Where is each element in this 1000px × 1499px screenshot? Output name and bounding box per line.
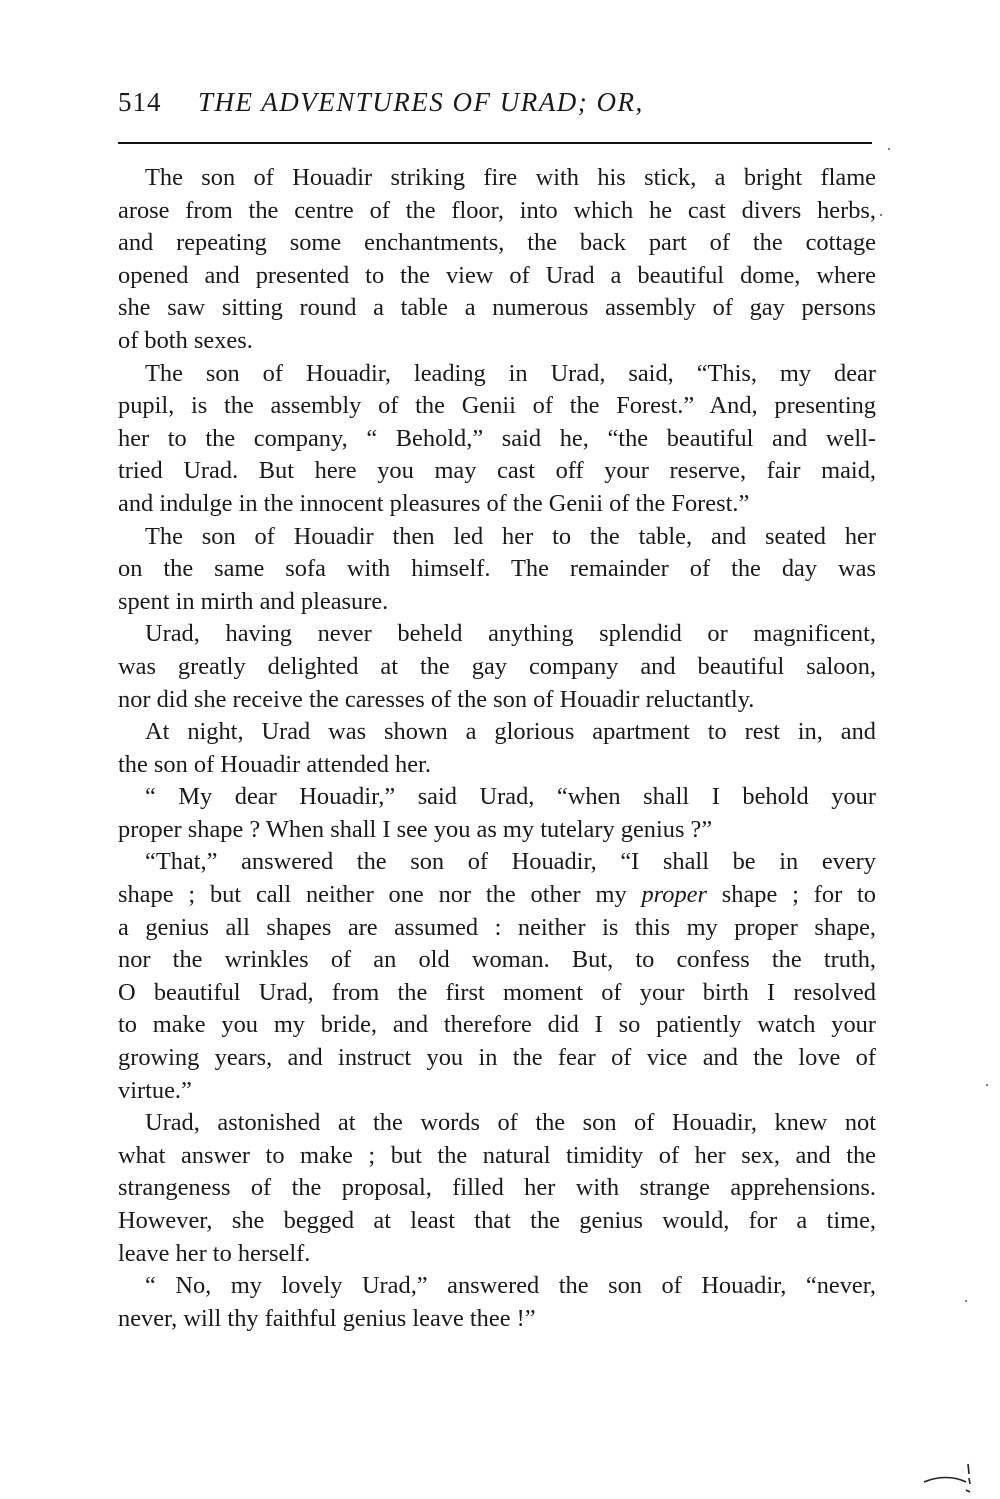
text-line: At night, Urad was shown a glorious apartment to rest in, and: [145, 718, 876, 746]
text-line: The son of Houadir then led her to the table, and seated her: [145, 522, 876, 550]
running-title: THE ADVENTURES OF URAD; OR,: [198, 87, 644, 117]
text-line: nor did she receive the caresses of the son of Houadir reluctantly.: [118, 685, 755, 713]
text-line: The son of Houadir, leading in Urad, said, “This, my dear: [145, 359, 876, 387]
text-line: nor the wrinkles of an old woman. But, to confess the truth,: [118, 946, 876, 974]
header-rule: [118, 142, 872, 144]
scan-speck: [888, 148, 890, 150]
running-head: [118, 82, 874, 122]
paragraph-8: [118, 1107, 876, 1270]
text-line: virtue.”: [118, 1076, 192, 1104]
text-line: arose from the centre of the floor, into which he cast divers herbs,: [118, 196, 876, 224]
text-line: tried Urad. But here you may cast off your reserve, fair maid,: [118, 457, 876, 485]
scan-speck: [965, 1300, 967, 1302]
emphasis-text: proper: [641, 881, 707, 909]
text-line: strangeness of the proposal, filled her with strange apprehensions.: [118, 1174, 876, 1202]
paragraph-4: [118, 618, 876, 716]
text-line: Urad, having never beheld anything splendid or magnificent,: [145, 620, 876, 648]
text-line: on the same sofa with himself. The remainder of the day was: [118, 555, 876, 583]
text-line: O beautiful Urad, from the first moment of your birth I resolved: [118, 978, 876, 1006]
text-line: spent in mirth and pleasure.: [118, 587, 389, 615]
text-line: and repeating some enchantments, the back part of the cottage: [118, 229, 876, 257]
paragraph-1: [118, 162, 876, 358]
text-line: never, will thy faithful genius leave thee !”: [118, 1304, 536, 1332]
text-line: leave her to herself.: [118, 1239, 311, 1267]
scan-speck: [880, 214, 882, 216]
text-line: “ My dear Houadir,” said Urad, “when shall I behold your: [145, 783, 876, 811]
text-line: and indulge in the innocent pleasures of the Genii of the Forest.”: [118, 489, 750, 517]
paragraph-9: [118, 1270, 876, 1335]
text-line: to make you my bride, and therefore did I so patiently watch your: [118, 1011, 876, 1039]
text-line: a genius all shapes are assumed : neither is this my proper shape,: [118, 913, 876, 941]
text-line: [118, 879, 876, 912]
body-text: [118, 162, 876, 1335]
text-line: proper shape ? When shall I see you as my tutelary genius ?”: [118, 815, 713, 843]
text-segment: shape ; but call neither one nor the other my: [118, 881, 642, 909]
text-line: “That,” answered the son of Houadir, “I shall be in every: [145, 848, 876, 876]
text-line: what answer to make ; but the natural timidity of her sex, and the: [118, 1141, 876, 1169]
text-line: “ No, my lovely Urad,” answered the son of Houadir, “never,: [145, 1272, 876, 1300]
paragraph-6: [118, 781, 876, 846]
text-line: of both sexes.: [118, 326, 253, 354]
text-line: her to the company, “ Behold,” said he, “the beautiful and well-: [118, 424, 876, 452]
text-line: growing years, and instruct you in the fear of vice and the love of: [118, 1044, 876, 1072]
text-line: the son of Houadir attended her.: [118, 750, 431, 778]
text-line: she saw sitting round a table a numerous assembly of gay persons: [118, 294, 876, 322]
text-line: pupil, is the assembly of the Genii of the Forest.” And, presenting: [118, 392, 876, 420]
pencil-mark-icon: [920, 1460, 980, 1496]
paragraph-7: [118, 846, 876, 1107]
page-number: 514: [118, 87, 162, 117]
paragraph-3: [118, 521, 876, 619]
text-line: The son of Houadir striking fire with his stick, a bright flame: [145, 164, 876, 191]
scan-speck: [986, 1084, 988, 1086]
text-line: However, she begged at least that the genius would, for a time,: [118, 1207, 876, 1234]
text-segment: shape ; for to: [706, 881, 876, 909]
text-line: was greatly delighted at the gay company and beautiful saloon,: [118, 652, 876, 680]
paragraph-2: [118, 358, 876, 521]
paragraph-5: [118, 716, 876, 781]
text-line: Urad, astonished at the words of the son of Houadir, knew not: [145, 1109, 876, 1137]
text-line: opened and presented to the view of Urad a beautiful dome, where: [118, 261, 876, 289]
